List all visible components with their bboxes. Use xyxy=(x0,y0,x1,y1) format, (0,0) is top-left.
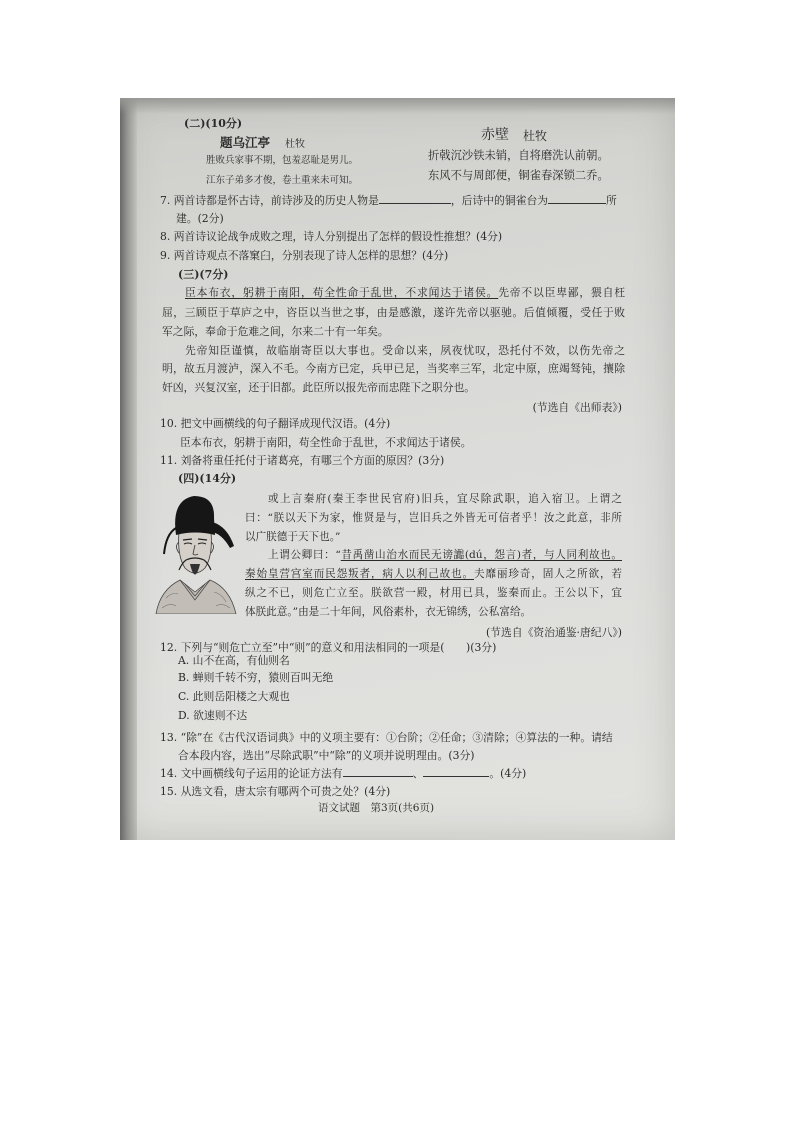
portrait-hat xyxy=(175,496,215,535)
question-7-text: 所 xyxy=(606,194,617,207)
exam-page-photo xyxy=(120,98,675,840)
question-14-separator: 、 xyxy=(412,767,424,780)
passage-source: (节选自《资治通鉴·唐纪八》) xyxy=(485,626,622,639)
photo-vignette xyxy=(120,98,675,840)
passage-line: 明，故五月渡泸，深入不毛。今南方已定，兵甲已足，当奖率三军，北定中原，庶竭驽钝，攘除 xyxy=(162,362,625,375)
section4-header: (四)(14分) xyxy=(178,472,237,485)
portrait-hat-ribbon xyxy=(164,528,176,554)
emperor-portrait xyxy=(152,488,238,614)
question-15: 15. 从选文看，唐太宗有哪两个可贵之处？(4分) xyxy=(160,785,391,798)
portrait-robe xyxy=(156,580,236,614)
poem2-author: 杜牧 xyxy=(523,129,548,143)
question-7-text: 7. 两首诗都是怀古诗，前诗涉及的历史人物是 xyxy=(160,194,379,207)
section2-header: (二)(10分) xyxy=(184,117,243,130)
passage-text: 上谓公卿曰：“ xyxy=(268,549,341,561)
underlined-sentence: 臣本布衣，躬耕于南阳，苟全性命于乱世，不求闻达于诸侯。 xyxy=(185,286,499,299)
question-13: 13. “除”在《古代汉语词典》中的义项主要有：①台阶；②任命；③清除；④算法的一种。请结 xyxy=(160,731,613,744)
passage-line: 或上言秦府(秦王李世民官府)旧兵，宜尽除武职，追入宿卫。上谓之 xyxy=(268,493,622,505)
question-12: 12. 下列与“则危亡立至”中“则”的意义和用法相同的一项是( )(3分) xyxy=(160,641,497,654)
question-14 xyxy=(160,766,526,780)
passage-line: 体朕此意。”由是二十年间，风俗素朴，衣无锦绣，公私富给。 xyxy=(245,606,532,618)
passage-line: 奸凶，兴复汉室，还于旧都。此臣所以报先帝而忠陛下之职分也。 xyxy=(162,381,476,394)
question-7-text: ，后诗中的铜雀台为 xyxy=(450,194,549,207)
passage-line xyxy=(245,567,622,581)
question-14-text: 。(4分) xyxy=(489,767,527,780)
question-7 xyxy=(160,193,617,207)
option-d: D. 欲速则不达 xyxy=(178,709,248,722)
question-7-continuation: 建。(2分) xyxy=(176,212,224,225)
passage-line xyxy=(185,286,625,300)
passage-line: 屈，三顾臣于草庐之中，咨臣以当世之事，由是感激，遂许先帝以驱驰。后值倾覆，受任于败 xyxy=(162,306,625,319)
passage-text: 先帝不以臣卑鄙，猥自枉 xyxy=(498,286,625,299)
answer-blank xyxy=(548,193,606,204)
underlined-sentence: 昔禹凿山治水而民无谤讟(dú，怨言)者，与人同利故也。 xyxy=(340,549,622,561)
question-9: 9. 两首诗观点不落窠臼，分别表现了诗人怎样的思想？(4分) xyxy=(160,249,449,262)
portrait-hat-wing xyxy=(212,522,234,548)
passage-text: 夫靡丽珍奇，固人之所欲，若 xyxy=(474,568,623,580)
poem1-author: 杜牧 xyxy=(285,139,305,150)
question-8: 8. 两首诗议论战争成败之理，诗人分别提出了怎样的假设性推想？(4分) xyxy=(160,230,503,243)
page-footer: 语文试题 第3页(共6页) xyxy=(318,802,435,814)
question-10-sentence: 臣本布衣，躬耕于南阳，苟全性命于乱世，不求闻达于诸侯。 xyxy=(180,436,472,449)
poem2-line: 东风不与周郎便，铜雀春深锁二乔。 xyxy=(428,169,609,182)
answer-blank xyxy=(379,193,451,204)
option-b: B. 蝉则千转不穷，猿则百叫无绝 xyxy=(178,671,334,684)
section3-header: (三)(7分) xyxy=(178,268,229,281)
question-11: 11. 刘备将重任托付于诸葛亮，有哪三个方面的原因？(3分) xyxy=(160,454,445,467)
option-c: C. 此则岳阳楼之大观也 xyxy=(178,690,290,703)
poem1-line: 胜败兵家事不期，包羞忍耻是男儿。 xyxy=(206,155,359,166)
passage-line xyxy=(268,548,622,562)
question-13-continuation: 合本段内容，选出“尽除武职”中“除”的义项并说明理由。(3分) xyxy=(178,749,475,762)
question-14-text: 14. 文中画横线句子运用的论证方法有 xyxy=(160,767,343,780)
passage-source: (节选自《出师表》) xyxy=(532,401,622,414)
passage-line: 先帝知臣谨慎，故临崩寄臣以大事也。受命以来，夙夜忧叹，恐托付不效，以伤先帝之 xyxy=(185,344,625,357)
answer-blank xyxy=(343,766,413,777)
question-10: 10. 把文中画横线的句子翻译成现代汉语。(4分) xyxy=(160,417,391,430)
poem1-line: 江东子弟多才俊，卷土重来未可知。 xyxy=(206,175,359,186)
portrait-beard xyxy=(190,564,200,575)
option-a: A. 山不在高，有仙则名 xyxy=(178,654,290,667)
passage-line: 曰：“朕以天下为家，惟贤是与，岂旧兵之外皆无可信者乎！汝之此意，非所 xyxy=(245,512,622,524)
underlined-sentence: 秦始皇营宫室而民怨叛者，病人以利己故也。 xyxy=(245,568,475,580)
answer-blank xyxy=(423,766,489,777)
poem2-line: 折戟沉沙铁未销，自将磨洗认前朝。 xyxy=(428,149,609,162)
poem2-title: 赤壁 xyxy=(481,127,509,143)
passage-line: 纵之不已，则危亡立至。朕欲营一殿，材用已具，鉴秦而止。王公以下，宜 xyxy=(245,587,622,599)
passage-line: 以广朕德于天下也。” xyxy=(245,531,341,543)
passage-line: 军之际，奉命于危难之间，尔来二十有一年矣。 xyxy=(162,325,389,338)
poem1-title: 题乌江亭 xyxy=(220,135,271,150)
